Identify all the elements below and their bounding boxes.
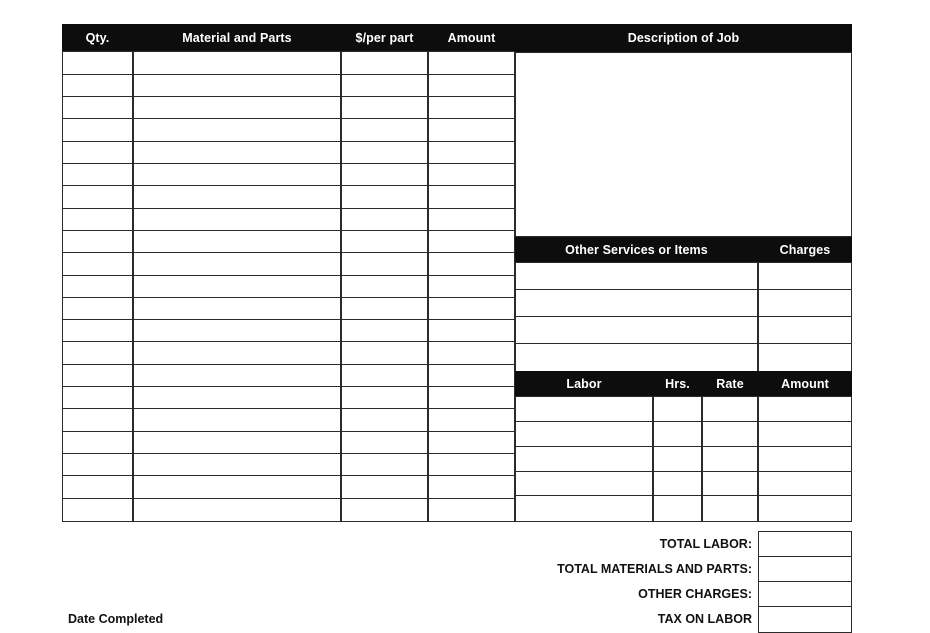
table-row: [62, 342, 515, 364]
cell-labor-hrs[interactable]: [653, 396, 702, 422]
cell-labor-name[interactable]: [515, 471, 653, 497]
header-cell-rate: Rate: [716, 377, 744, 391]
other-services-row: [515, 317, 852, 344]
table-row: [62, 454, 515, 476]
cell-material[interactable]: [133, 51, 341, 75]
cell-amount[interactable]: [428, 230, 515, 254]
cell-labor-name[interactable]: [515, 396, 653, 422]
table-row: [62, 141, 515, 163]
cell-labor-hrs[interactable]: [653, 471, 702, 497]
header-cell-hrs: Hrs.: [665, 377, 690, 391]
cell-labor-name[interactable]: [515, 446, 653, 472]
cell-labor-hrs[interactable]: [653, 446, 702, 472]
cell-labor-amount[interactable]: [758, 495, 852, 521]
cell-labor-hrs[interactable]: [653, 421, 702, 447]
totals-box-tax_on_labor[interactable]: [758, 606, 852, 633]
cell-material[interactable]: [133, 341, 341, 365]
header-cell-other-services: Other Services or Items: [565, 243, 708, 257]
cell-other-service[interactable]: [515, 262, 758, 291]
header-cell-labor-amount: Amount: [781, 377, 829, 391]
cell-per-part[interactable]: [341, 431, 428, 455]
cell-per-part[interactable]: [341, 498, 428, 522]
cell-material[interactable]: [133, 208, 341, 232]
cell-qty[interactable]: [62, 386, 133, 410]
cell-labor-name[interactable]: [515, 421, 653, 447]
table-row: [62, 52, 515, 74]
cell-material[interactable]: [133, 319, 341, 343]
cell-qty[interactable]: [62, 96, 133, 120]
cell-qty[interactable]: [62, 163, 133, 187]
cell-per-part[interactable]: [341, 96, 428, 120]
cell-material[interactable]: [133, 275, 341, 299]
cell-qty[interactable]: [62, 74, 133, 98]
cell-charges[interactable]: [758, 343, 852, 372]
cell-labor-rate[interactable]: [702, 421, 758, 447]
labor-header-band: [515, 371, 852, 397]
labor-row: [515, 496, 852, 521]
cell-labor-amount[interactable]: [758, 446, 852, 472]
totals-label-tax_on_labor: TAX ON LABOR: [657, 611, 752, 626]
cell-labor-rate[interactable]: [702, 396, 758, 422]
cell-qty[interactable]: [62, 275, 133, 299]
cell-per-part[interactable]: [341, 319, 428, 343]
description-of-job-value: [516, 53, 851, 61]
cell-per-part[interactable]: [341, 297, 428, 321]
labor-row: [515, 447, 852, 472]
cell-amount[interactable]: [428, 208, 515, 232]
cell-per-part[interactable]: [341, 453, 428, 477]
totals-box-total_labor[interactable]: [758, 531, 852, 558]
cell-material[interactable]: [133, 185, 341, 209]
cell-per-part[interactable]: [341, 74, 428, 98]
cell-labor-name[interactable]: [515, 495, 653, 521]
cell-material[interactable]: [133, 230, 341, 254]
cell-per-part[interactable]: [341, 163, 428, 187]
cell-amount[interactable]: [428, 498, 515, 522]
cell-labor-rate[interactable]: [702, 446, 758, 472]
cell-amount[interactable]: [428, 364, 515, 388]
table-row: [62, 409, 515, 431]
cell-material[interactable]: [133, 431, 341, 455]
cell-qty[interactable]: [62, 208, 133, 232]
totals-label-other_charges: OTHER CHARGES:: [638, 586, 752, 601]
cell-material[interactable]: [133, 364, 341, 388]
cell-qty[interactable]: [62, 252, 133, 276]
header-cell-description-of-job: Description of Job: [627, 31, 740, 45]
cell-charges[interactable]: [758, 316, 852, 345]
cell-qty[interactable]: [62, 453, 133, 477]
cell-qty[interactable]: [62, 185, 133, 209]
cell-material[interactable]: [133, 163, 341, 187]
cell-per-part[interactable]: [341, 118, 428, 142]
cell-material[interactable]: [133, 475, 341, 499]
table-row: [62, 74, 515, 96]
table-row: [62, 320, 515, 342]
header-cell-per-part: $/per part: [355, 31, 414, 45]
cell-per-part[interactable]: [341, 341, 428, 365]
labor-row: [515, 397, 852, 422]
table-row: [62, 119, 515, 141]
table-row: [62, 365, 515, 387]
cell-labor-amount[interactable]: [758, 471, 852, 497]
cell-amount[interactable]: [428, 297, 515, 321]
cell-amount[interactable]: [428, 141, 515, 165]
cell-amount[interactable]: [428, 96, 515, 120]
cell-amount[interactable]: [428, 408, 515, 432]
table-row: [62, 275, 515, 297]
date-completed-label: Date Completed: [68, 612, 164, 626]
other-services-row: [515, 344, 852, 371]
table-row: [62, 97, 515, 119]
cell-material[interactable]: [133, 408, 341, 432]
cell-material[interactable]: [133, 252, 341, 276]
cell-amount[interactable]: [428, 275, 515, 299]
cell-material[interactable]: [133, 118, 341, 142]
cell-material[interactable]: [133, 386, 341, 410]
cell-amount[interactable]: [428, 319, 515, 343]
cell-labor-amount[interactable]: [758, 396, 852, 422]
table-row: [62, 164, 515, 186]
cell-per-part[interactable]: [341, 475, 428, 499]
cell-other-service[interactable]: [515, 316, 758, 345]
cell-per-part[interactable]: [341, 141, 428, 165]
cell-per-part[interactable]: [341, 208, 428, 232]
cell-qty[interactable]: [62, 475, 133, 499]
cell-per-part[interactable]: [341, 408, 428, 432]
cell-qty[interactable]: [62, 141, 133, 165]
cell-amount[interactable]: [428, 163, 515, 187]
cell-amount[interactable]: [428, 51, 515, 75]
cell-amount[interactable]: [428, 431, 515, 455]
table-row: [62, 231, 515, 253]
cell-labor-hrs[interactable]: [653, 495, 702, 521]
other-services-row: [515, 263, 852, 290]
labor-row: [515, 471, 852, 496]
cell-per-part[interactable]: [341, 364, 428, 388]
other-services-row: [515, 290, 852, 317]
cell-amount[interactable]: [428, 453, 515, 477]
cell-labor-amount[interactable]: [758, 421, 852, 447]
cell-labor-rate[interactable]: [702, 471, 758, 497]
cell-amount[interactable]: [428, 341, 515, 365]
cell-material[interactable]: [133, 96, 341, 120]
cell-amount[interactable]: [428, 252, 515, 276]
cell-charges[interactable]: [758, 262, 852, 291]
cell-material[interactable]: [133, 74, 341, 98]
labor-row: [515, 422, 852, 447]
totals-box-other_charges[interactable]: [758, 581, 852, 608]
cell-per-part[interactable]: [341, 275, 428, 299]
cell-material[interactable]: [133, 453, 341, 477]
cell-material[interactable]: [133, 498, 341, 522]
materials-header-band: [62, 24, 852, 52]
other-services-header-band: [515, 237, 852, 263]
cell-material[interactable]: [133, 297, 341, 321]
cell-qty[interactable]: [62, 408, 133, 432]
table-row: [62, 186, 515, 208]
cell-qty[interactable]: [62, 118, 133, 142]
header-cell-amount: Amount: [447, 31, 496, 45]
cell-amount[interactable]: [428, 386, 515, 410]
cell-amount[interactable]: [428, 475, 515, 499]
cell-other-service[interactable]: [515, 289, 758, 318]
cell-material[interactable]: [133, 141, 341, 165]
totals-box-total_materials_and_parts[interactable]: [758, 556, 852, 583]
cell-qty[interactable]: [62, 319, 133, 343]
cell-qty[interactable]: [62, 498, 133, 522]
totals-label-total_materials_and_parts: TOTAL MATERIALS AND PARTS:: [557, 561, 752, 576]
table-row: [62, 208, 515, 230]
cell-per-part[interactable]: [341, 252, 428, 276]
table-row: [62, 432, 515, 454]
table-row: [62, 387, 515, 409]
cell-qty[interactable]: [62, 431, 133, 455]
description-of-job-box[interactable]: [515, 52, 852, 237]
cell-per-part[interactable]: [341, 185, 428, 209]
cell-qty[interactable]: [62, 297, 133, 321]
header-cell-labor: Labor: [566, 377, 602, 391]
header-cell-qty: Qty.: [85, 31, 110, 45]
table-row: [62, 476, 515, 498]
header-cell-material-and-parts: Material and Parts: [182, 31, 292, 45]
cell-other-service[interactable]: [515, 343, 758, 372]
table-row: [62, 253, 515, 275]
cell-qty[interactable]: [62, 364, 133, 388]
table-row: [62, 499, 515, 521]
table-row: [62, 298, 515, 320]
header-cell-charges: Charges: [779, 243, 831, 257]
totals-label-total_labor: TOTAL LABOR:: [659, 536, 752, 551]
cell-amount[interactable]: [428, 74, 515, 98]
cell-amount[interactable]: [428, 185, 515, 209]
cell-per-part[interactable]: [341, 386, 428, 410]
cell-charges[interactable]: [758, 289, 852, 318]
cell-per-part[interactable]: [341, 230, 428, 254]
cell-amount[interactable]: [428, 118, 515, 142]
cell-labor-rate[interactable]: [702, 495, 758, 521]
cell-qty[interactable]: [62, 341, 133, 365]
cell-qty[interactable]: [62, 230, 133, 254]
cell-qty[interactable]: [62, 51, 133, 75]
cell-per-part[interactable]: [341, 51, 428, 75]
